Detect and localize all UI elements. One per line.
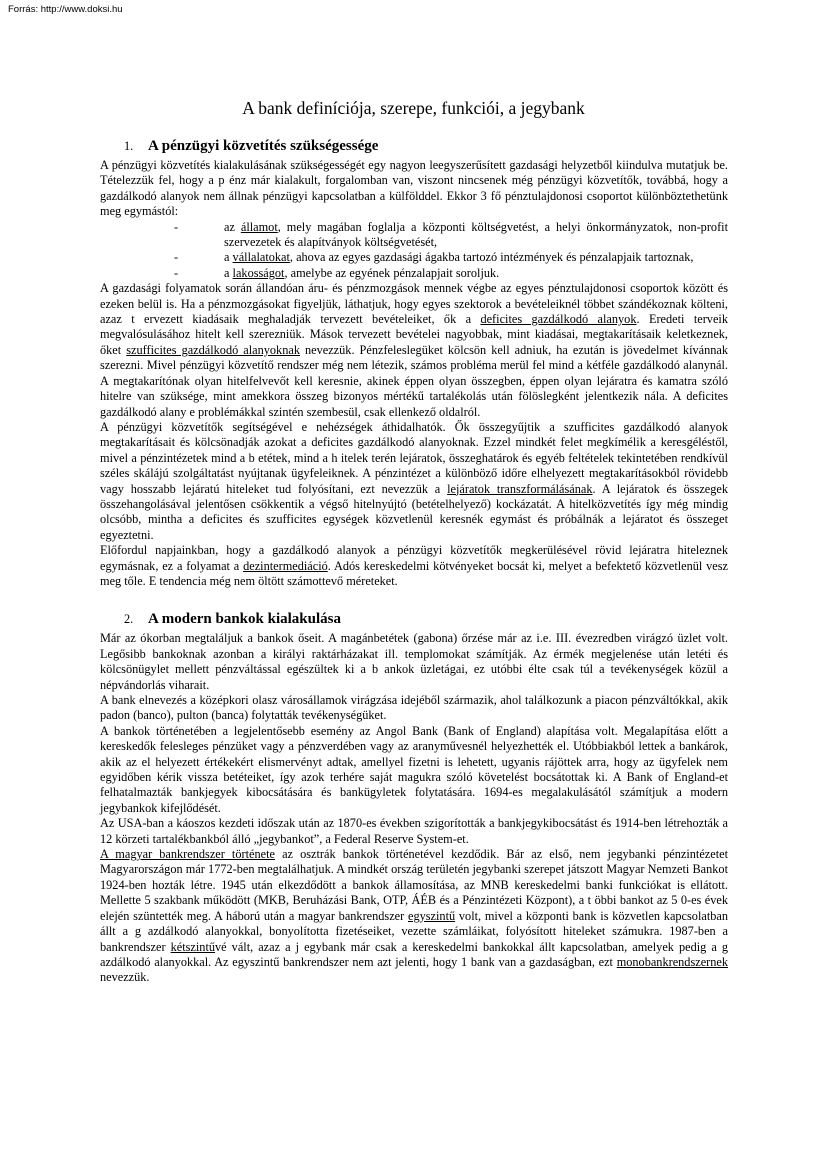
section-2-number: 2. bbox=[124, 612, 134, 627]
term-ketszintu: kétszintű bbox=[170, 939, 216, 954]
paragraph-text: . Adós kereskedelmi kötvényeket bocsát ki, melyet a befektető közvetlenül vesz meg tőle. E tendencia még nem öltött számottevő méreteket. bbox=[100, 558, 728, 588]
list-text: a bbox=[224, 265, 230, 280]
paragraph-text: az osztrák bankok történetével kezdődik. Bár az első, nem jegybanki pénzintézetet Magyarországon már 1772-ben megtalálhatjuk. A mindkét ország területén jegybanki szerepet játszott Magyar Nemzeti Bankot 1924-ben hozták létre. 1945 után elkezdődött a bankok államosítása, az MNB kereskedelmi banki funkciókat is ellátott. Mellette 5 szakbank működött (MKB, Beruházási Bank, OTP, ÁÉB és a Pénzintézeti Központ), a t öbbi bankot az 5 0-es évek elején szüntették meg. A háború után a magyar bankrendszer bbox=[100, 847, 728, 923]
list-text: a bbox=[224, 250, 230, 265]
paragraph-text: volt, mivel a központi bank is közvetlen kapcsolatban állt a g azdálkodó alanyokkal, bonyolította fizetéseiket, vezette számláikat, folyósított hiteleket számukra. 1987-ben a bankrendszer bbox=[100, 908, 728, 954]
paragraph-text: vé vált, azaz a j egybank már csak a kereskedelmi bankokkal állt kapcsolatban, amelyek pedig a g azdálkodó alanyokkal. Az egyszintű bankrendszer nem azt jelenti, hogy 1 bank van a gazdaságban, ezt bbox=[100, 939, 728, 969]
paragraph bbox=[100, 847, 728, 986]
term-magyar-bankrendszer: A magyar bankrendszer története bbox=[100, 847, 275, 862]
paragraph: A bankok történetében a legjelentősebb esemény az Angol Bank (Bank of England) alapítása volt. Megalapítása előtt a kereskedők felesleges pénzüket vagy a pénzverdében vagy az aranyművesnél helyezhették el. Utóbbiakból lettek a bankárok, akik az el helyezett értékekért elismervényt adtak, amellyel fizetni is lehetett, ugyanis rájöttek arra, hogy az ügyfelek nem egyidőben kérik vissza betéteiket, így azok terhére saját magukra szóló követelést bocsátottak ki. A Bank of England-et felhatalmazták bankjegyek kibocsátására és bankügyletek folytatására. 1694-es megalakulásától számítjuk a modern jegybankok kifejlődését. bbox=[100, 723, 728, 815]
paragraph bbox=[100, 281, 728, 420]
list-item bbox=[100, 266, 728, 281]
term-lakossag: lakosságot bbox=[232, 265, 285, 280]
list-text: , mely magában foglalja a központi költségvetést, a helyi önkormányzatok, non-profit szervezetek és alapítványok költségvetését, bbox=[224, 219, 729, 250]
section-1-heading bbox=[124, 136, 728, 156]
term-dezintermediacio: dezintermediáció bbox=[243, 558, 328, 573]
paragraph bbox=[100, 420, 728, 543]
term-szufficites: szufficites gazdálkodó alanyoknak bbox=[126, 342, 300, 357]
section-2-title: A modern bankok kialakulása bbox=[148, 611, 341, 628]
list-text: , ahova az egyes gazdasági ágakba tartozó intézmények és pénzalapjaik tartoznak, bbox=[289, 250, 694, 265]
list-text: , amelybe az egyének pénzalapjait soroljuk. bbox=[284, 265, 500, 280]
paragraph-text: Előfordul napjainkban, hogy a gazdálkodó alanyok a pénzügyi közvetítők megkerülésével rövid lejáratra hiteleznek egymásnak, ez a folyamat a bbox=[100, 543, 728, 573]
document-title: A bank definíciója, szerepe, funkciói, a jegybank bbox=[242, 98, 585, 118]
paragraph bbox=[100, 543, 728, 589]
paragraph-text: . A lejáratok és összegek összehangolásával jelentősen csökkentik a végső hitelnyújtó (betételhelyező) kockázatát. A hitelközvetítés így még mindig olcsóbb, mintha a deficites és szufficites egységek közvetlenül keresnék egymást és próbálnák a lejáratot és összeget egyeztetni. bbox=[100, 481, 729, 542]
section-1-title: A pénzügyi közvetítés szükségessége bbox=[148, 138, 379, 154]
list-text: az bbox=[224, 219, 235, 234]
list-item bbox=[100, 220, 728, 251]
section-1-number: 1. bbox=[124, 139, 134, 153]
paragraph: Már az ókorban megtaláljuk a bankok őseit. A magánbetétek (gabona) őrzése már az i.e. III. évezredben virágzó üzlet volt. Legősibb bankoknak azonban a királyi raktárházakat ill. templomokat számítják. Az érmék megjelenése után letéti és kölcsönügylet mellett pénzváltással egészültek ki a b ankok üzletágai, ez utóbbi élte csak túl a tevékenységek közül a népvándorlás viharait. bbox=[100, 631, 728, 692]
dash-bullet: - bbox=[174, 250, 179, 265]
section-2-heading bbox=[124, 609, 728, 629]
document-body bbox=[100, 136, 728, 986]
term-monobankrendszer: monobankrendszernek bbox=[616, 954, 729, 969]
paragraph-text: . Eredeti terveik megvalósulásához hitelt kell szerezniük. Mások tervezett bevételei nagyobbak, mint kiadásai, megtakarításaik keletkeznek, őket bbox=[100, 312, 728, 357]
source-note: Forrás: http://www.doksi.hu bbox=[8, 4, 123, 15]
owner-groups-list bbox=[100, 220, 728, 282]
dash-bullet: - bbox=[174, 219, 179, 234]
paragraph: Az USA-ban a káoszos kezdeti időszak után az 1870-es években szigorították a bankjegykibocsátást és 1914-ben létrehozták a 12 körzeti tartalékbankból álló „jegybankot”, a Federal Reserve System-et. bbox=[100, 816, 728, 846]
term-deficites: deficites gazdálkodó alanyok bbox=[480, 312, 637, 327]
paragraph-text: A pénzügyi közvetítők segítségével e nehézségek áthidalhatók. Ők összegyűjtik a szufficites gazdálkodó alanyok megtakarításait és kölcsönadják azokat a deficites gazdálkodó alanyoknak. Ezzel mindkét felet megkímélik a keresgéléstől, mivel a pénzintézetek mind a b etétek, mind a h itelek terén lejáratok, összeghatárok és egyéb feltételek tekintetében rendkívül széles skálájú szolgáltatást nyújtanak ügyfeleiknek. A pénzintézet a különböző időre elhelyezett megtakarításokból rövidebb vagy hosszabb lejáratú hiteleket tud folyósítani, ezt nevezzük a bbox=[100, 419, 728, 496]
paragraph-text: A gazdasági folyamatok során állandóan áru- és pénzmozgások mennek végbe az egyes pénztulajdonosi csoportok között és ezeken belül is. Ha a pénzmozgásokat figyeljük, láthatjuk, hogy egyes szektorok a bevételeiknél többet szándékoznak költeni, azaz t ervezett kiadásaik meghaladják tervezett bevételeiket, ők a bbox=[100, 281, 728, 327]
list-item bbox=[100, 250, 728, 265]
term-vallalatok: vállalatokat bbox=[232, 250, 290, 265]
paragraph: A bank elnevezés a középkori olasz városállamok virágzása idejéből származik, ahol találkozunk a piacon pénzváltókkal, akik padon (banco), pulton (banca) folytatták tevékenységüket. bbox=[100, 693, 728, 723]
term-egyszintu: egyszintű bbox=[408, 908, 456, 923]
term-lejaratok-transzformalasa: lejáratok transzformálásának bbox=[447, 481, 593, 496]
paragraph: A pénzügyi közvetítés kialakulásának szükségességét egy nagyon leegyszerűsített gazdasági helyzetből kiindulva mutatjuk be. Tételezzük fel, hogy a p énz már kialakult, forgalomban van, viszont nincsenek még pénzügyi közvetítők, továbbá, hogy a gazdálkodó alanyok nem állnak pénzügyi kapcsolatban a külfölddel. Ekkor 3 fő pénztulajdonosi csoportot különböztethetünk meg egymástól: bbox=[100, 158, 728, 219]
dash-bullet: - bbox=[174, 265, 179, 280]
term-allam: államot bbox=[240, 219, 278, 234]
paragraph-text: nevezzük. Pénzfeleslegüket kölcsön kell adniuk, ha ezután is jövedelmet kívánnak szerezni. Mivel pénzügyi közvetítő rendszer még nem létezik, számos probléma merül fel mind a kétféle gazdálkodó alanynál. A megtakarítónak olyan hitelfelvevőt kell keresnie, akinek éppen olyan összegben, éppen olyan lejáratra és kamatra szóló hitelre van szüksége, mint amekkora összeg bizonyos mértékű tartalékolás után fölöslegként jelentkezik nála. A deficites gazdálkodó alany e problémákkal szintén szembesül, csak ellenkező oldalról. bbox=[100, 342, 728, 419]
paragraph-text: nevezzük. bbox=[100, 970, 150, 985]
